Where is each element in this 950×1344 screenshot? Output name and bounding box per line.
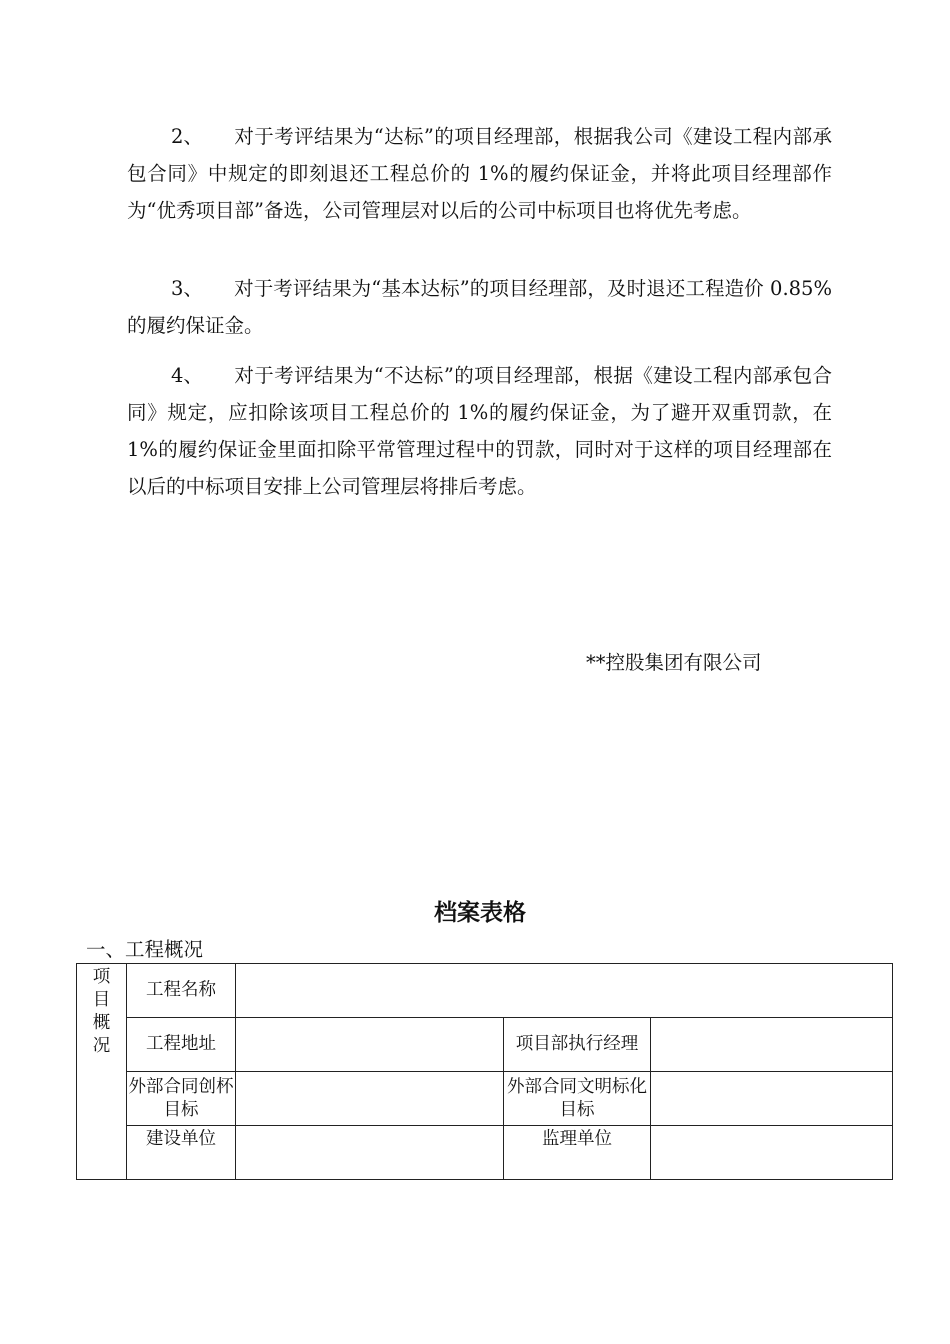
side-label-char: 项 <box>92 967 111 987</box>
clause-text: 对于考评结果为“基本达标”的项目经理部，及时退还工程造价 0.85%的履约保证金。 <box>127 277 832 337</box>
project-overview-table <box>76 963 893 1180</box>
external-cup-field[interactable] <box>236 1072 504 1126</box>
clause-number: 3、 <box>171 277 203 300</box>
builder-field[interactable] <box>236 1126 504 1180</box>
clause-number: 4、 <box>171 364 203 387</box>
project-address-field[interactable] <box>236 1018 504 1072</box>
table-row <box>77 964 893 1018</box>
external-civil-field[interactable] <box>651 1072 893 1126</box>
clause-2 <box>127 118 832 229</box>
archive-title: 档案表格 <box>434 899 526 926</box>
side-label-char: 目 <box>92 990 111 1010</box>
section-heading: 一、工程概况 <box>86 938 204 961</box>
table-row <box>77 1072 893 1126</box>
supervisor-label: 监理单位 <box>504 1126 651 1180</box>
exec-manager-field[interactable] <box>651 1018 893 1072</box>
company-signature: **控股集团有限公司 <box>586 651 762 674</box>
side-label-char: 况 <box>92 1036 111 1056</box>
supervisor-field[interactable] <box>651 1126 893 1180</box>
side-label-cell <box>77 964 127 1180</box>
table-row <box>77 1018 893 1072</box>
project-name-field[interactable] <box>236 964 893 1018</box>
table-row <box>77 1126 893 1180</box>
clause-4 <box>127 357 832 505</box>
external-civil-label: 外部合同文明标化目标 <box>504 1072 651 1126</box>
clause-3 <box>127 270 832 344</box>
clause-number: 2、 <box>171 125 203 148</box>
exec-manager-label: 项目部执行经理 <box>504 1018 651 1072</box>
clause-text: 对于考评结果为“达标”的项目经理部，根据我公司《建设工程内部承包合同》中规定的即刻退还工程总价的 1%的履约保证金，并将此项目经理部作为“优秀项目部”备选，公司管理层对以后的公司中标项目也将优先考虑。 <box>127 125 832 222</box>
external-cup-label: 外部合同创杯目标 <box>127 1072 236 1126</box>
project-address-label: 工程地址 <box>127 1018 236 1072</box>
side-label-char: 概 <box>92 1013 111 1033</box>
clause-text: 对于考评结果为“不达标”的项目经理部，根据《建设工程内部承包合同》规定，应扣除该项目工程总价的 1%的履约保证金，为了避开双重罚款，在 1%的履约保证金里面扣除平常管理过程中的罚款，同时对于这样的项目经理部在以后的中标项目安排上公司管理层将排后考虑。 <box>127 364 832 498</box>
builder-label: 建设单位 <box>127 1126 236 1180</box>
project-name-label: 工程名称 <box>127 964 236 1018</box>
